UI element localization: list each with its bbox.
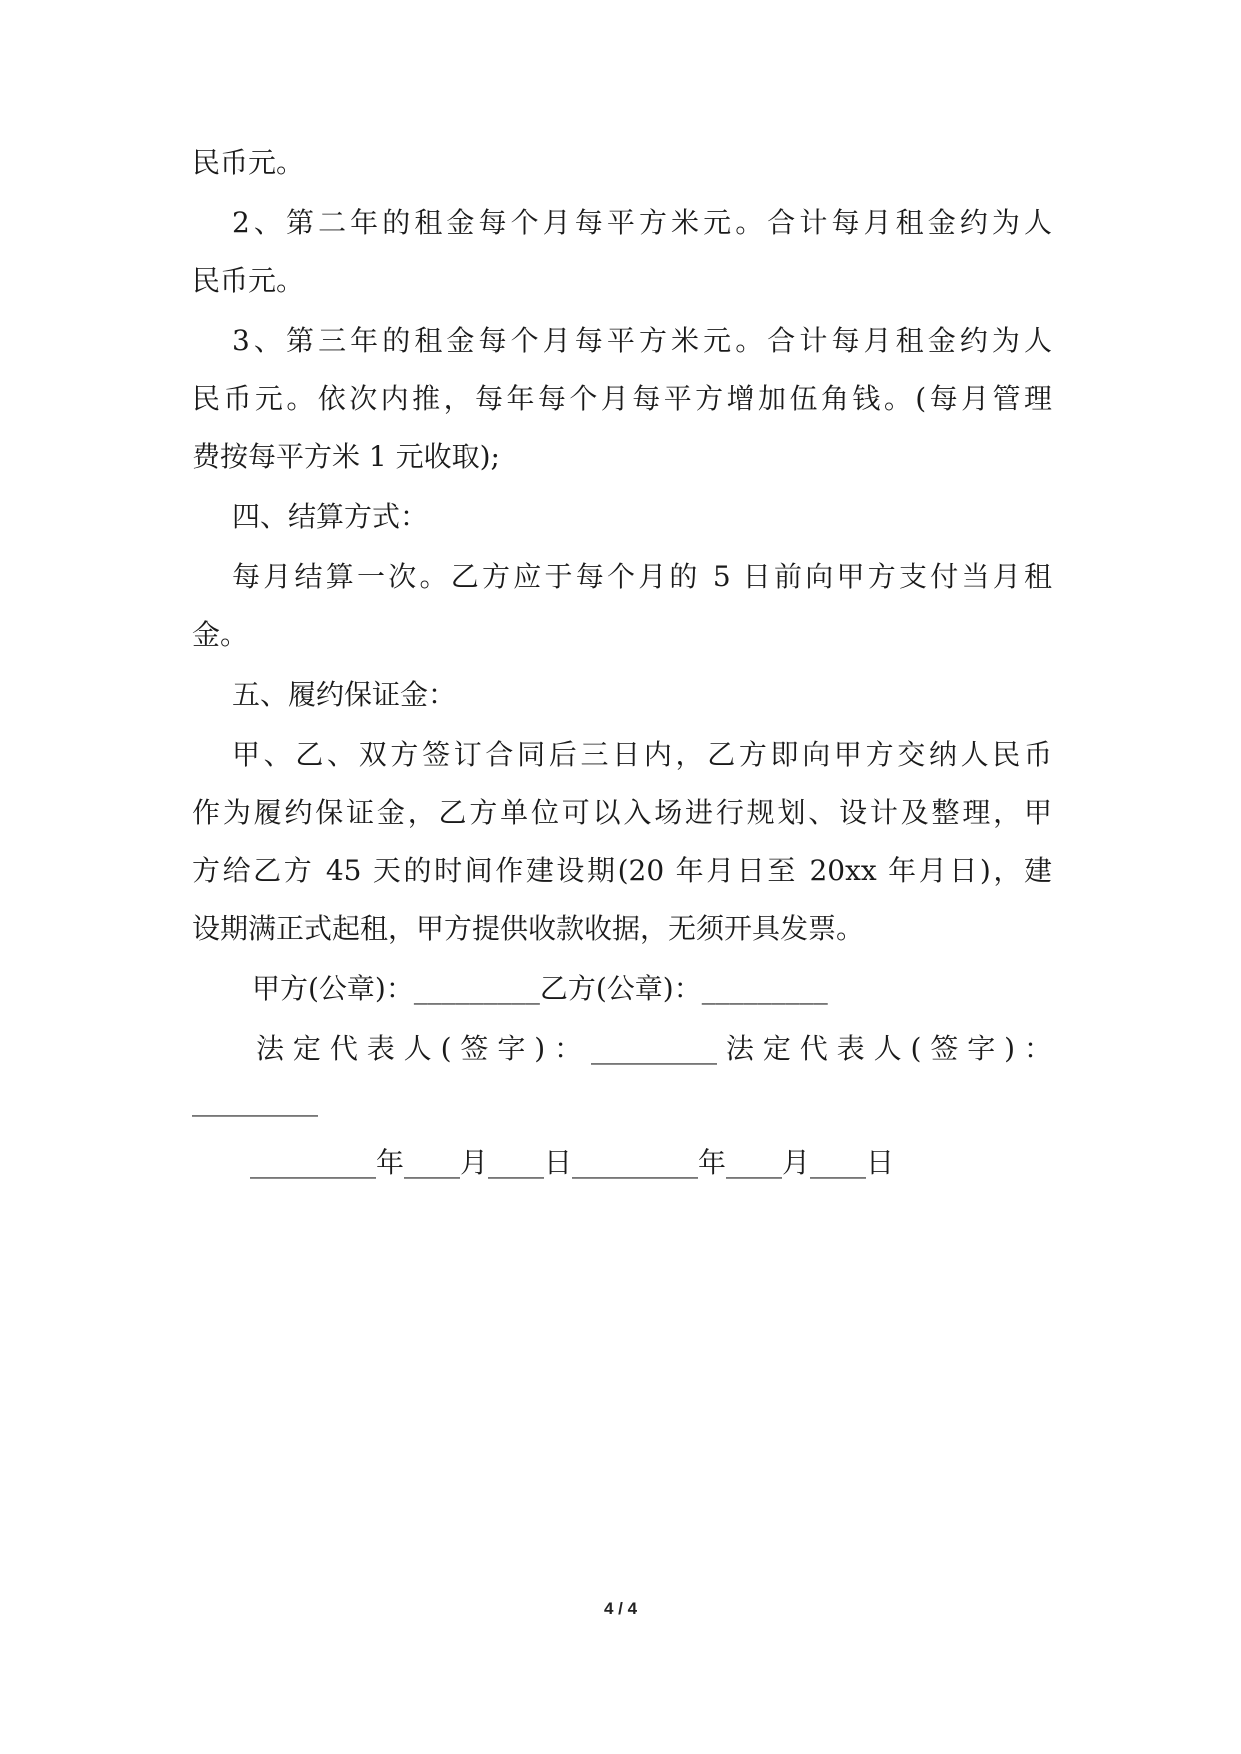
text-line: 设期满正式起租，甲方提供收款收据，无须开具发票。 (192, 912, 865, 945)
section-heading: 五、履约保证金： (232, 678, 457, 711)
date-line: _________年____月____日_________年____月____日 (250, 1146, 895, 1179)
text-line: 2、第二年的租金每个月每平方米元。合计每月租金约为人 (232, 206, 1052, 239)
text-line: 甲、乙、双方签订合同后三日内，乙方即向甲方交纳人民币 (232, 738, 1052, 771)
text-line: 金。 (192, 618, 249, 651)
text-line: 民币元。 (192, 264, 305, 297)
representative-line: 法定代表人(签字)：_________法定代表人(签字)： (256, 1032, 1052, 1065)
section-heading: 四、结算方式： (232, 500, 429, 533)
text-line: 费按每平方米 1 元收取); (192, 440, 500, 473)
text-line: 每月结算一次。乙方应于每个月的 5 日前向甲方支付当月租 (232, 560, 1052, 593)
representative-blank: _________ (192, 1084, 318, 1117)
party-seal-line: 甲方(公章)：_________乙方(公章)：_________ (252, 972, 828, 1005)
text-line: 民币元。依次内推，每年每个月每平方增加伍角钱。(每月管理 (192, 382, 1052, 415)
text-line: 民币元。 (192, 146, 305, 179)
text-line: 作为履约保证金，乙方单位可以入场进行规划、设计及整理，甲 (192, 796, 1052, 829)
page-number: 4 / 4 (603, 1599, 638, 1618)
text-line: 3、第三年的租金每个月每平方米元。合计每月租金约为人 (232, 324, 1052, 357)
text-line: 方给乙方 45 天的时间作建设期(20 年月日至 20xx 年月日)，建 (192, 854, 1052, 887)
